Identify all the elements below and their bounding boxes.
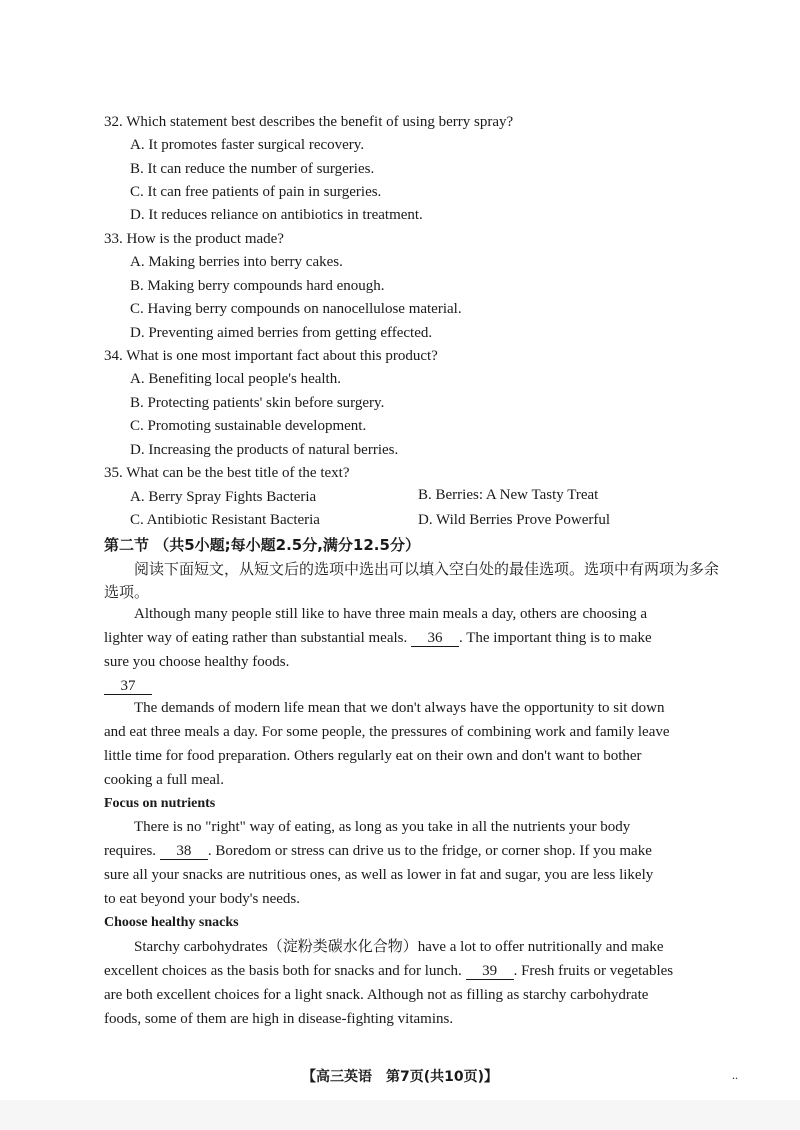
passage-p4-line2-text: excellent choices as the basis both for snacks and for lunch. bbox=[104, 963, 462, 979]
blank-39: 39 bbox=[466, 963, 514, 980]
page-footer: 【高三英语 第7页(共10页)】 bbox=[301, 1069, 499, 1085]
passage-p4-line4: foods, some of them are high in disease-fighting vitamins. bbox=[104, 1011, 454, 1027]
blank-37: 37 bbox=[104, 678, 152, 695]
passage-p1-line2 bbox=[104, 628, 652, 648]
passage-p4-line1: Starchy carbohydrates（淀粉类碳水化合物）have a lot to offer nutritionally and make bbox=[134, 939, 664, 955]
heading-focus-on-nutrients: Focus on nutrients bbox=[104, 796, 216, 811]
blank-37-line bbox=[104, 676, 152, 696]
passage-p1-line2-rest: . The important thing is to make bbox=[459, 630, 652, 646]
question-32-option-c: C. It can free patients of pain in surgeries. bbox=[130, 184, 382, 200]
section-2-title: 第二节 （共5小题;每小题2.5分,满分12.5分） bbox=[104, 536, 420, 554]
passage-p2-line3: little time for food preparation. Others regularly eat on their own and don't want to bother bbox=[104, 748, 642, 764]
passage-p3-line4: to eat beyond your body's needs. bbox=[104, 891, 300, 907]
passage-p3-line3: sure all your snacks are nutritious ones, as well as lower in fat and sugar, you are less likely bbox=[104, 867, 654, 883]
question-33-option-d: D. Preventing aimed berries from getting effected. bbox=[130, 325, 433, 341]
scan-bottom-band bbox=[0, 1100, 800, 1130]
blank-36: 36 bbox=[411, 630, 459, 647]
passage-p2-line4: cooking a full meal. bbox=[104, 772, 224, 788]
question-32-option-a: A. It promotes faster surgical recovery. bbox=[130, 137, 365, 153]
heading-choose-healthy-snacks: Choose healthy snacks bbox=[104, 915, 239, 930]
passage-p3-line1: There is no "right" way of eating, as long as you take in all the nutrients your body bbox=[134, 819, 631, 835]
question-33-stem: 33. How is the product made? bbox=[104, 231, 284, 247]
question-32-stem: 32. Which statement best describes the benefit of using berry spray? bbox=[104, 114, 514, 130]
passage-p1-line2-text: lighter way of eating rather than substantial meals. bbox=[104, 630, 408, 646]
question-34-option-b: B. Protecting patients' skin before surgery. bbox=[130, 395, 385, 411]
passage-p4-line2 bbox=[104, 961, 673, 981]
question-35-option-d: D. Wild Berries Prove Powerful bbox=[418, 512, 611, 528]
question-34-option-d: D. Increasing the products of natural berries. bbox=[130, 442, 399, 458]
passage-p3-line2-text: requires. bbox=[104, 843, 157, 859]
passage-p1-line1: Although many people still like to have three main meals a day, others are choosing a bbox=[134, 606, 648, 622]
question-35-option-c: C. Antibiotic Resistant Bacteria bbox=[130, 512, 320, 528]
section-2-instruction: 阅读下面短文，从短文后的选项中选出可以填入空白处的最佳选项。选项中有两项为多余 bbox=[134, 560, 720, 578]
passage-p4-line2-rest: . Fresh fruits or vegetables bbox=[513, 963, 674, 979]
question-32-option-d: D. It reduces reliance on antibiotics in treatment. bbox=[130, 207, 423, 223]
question-33-option-c: C. Having berry compounds on nanocellulose material. bbox=[130, 301, 462, 317]
passage-p3-line2 bbox=[104, 841, 652, 861]
blank-38: 38 bbox=[160, 843, 208, 860]
section-2-instruction-cont: 选项。 bbox=[104, 583, 150, 601]
passage-p2-line1: The demands of modern life mean that we don't always have the opportunity to sit down bbox=[134, 700, 665, 716]
question-33-option-a: A. Making berries into berry cakes. bbox=[130, 254, 343, 270]
question-32-option-b: B. It can reduce the number of surgeries. bbox=[130, 161, 375, 177]
question-35-option-a: A. Berry Spray Fights Bacteria bbox=[130, 489, 317, 505]
question-35-stem: 35. What can be the best title of the text? bbox=[104, 465, 350, 481]
question-35-option-b: B. Berries: A New Tasty Treat bbox=[418, 487, 599, 503]
footer-mark: .. bbox=[732, 1068, 738, 1082]
passage-p2-line2: and eat three meals a day. For some people, the pressures of combining work and family leave bbox=[104, 724, 670, 740]
question-33-option-b: B. Making berry compounds hard enough. bbox=[130, 278, 385, 294]
passage-p4-line3: are both excellent choices for a light snack. Although not as filling as starchy carbohydrate bbox=[104, 987, 649, 1003]
question-34-option-a: A. Benefiting local people's health. bbox=[130, 371, 341, 387]
question-34-stem: 34. What is one most important fact about this product? bbox=[104, 348, 438, 364]
passage-p1-line3: sure you choose healthy foods. bbox=[104, 654, 290, 670]
question-34-option-c: C. Promoting sustainable development. bbox=[130, 418, 367, 434]
passage-p3-line2-rest: . Boredom or stress can drive us to the fridge, or corner shop. If you make bbox=[207, 843, 652, 859]
